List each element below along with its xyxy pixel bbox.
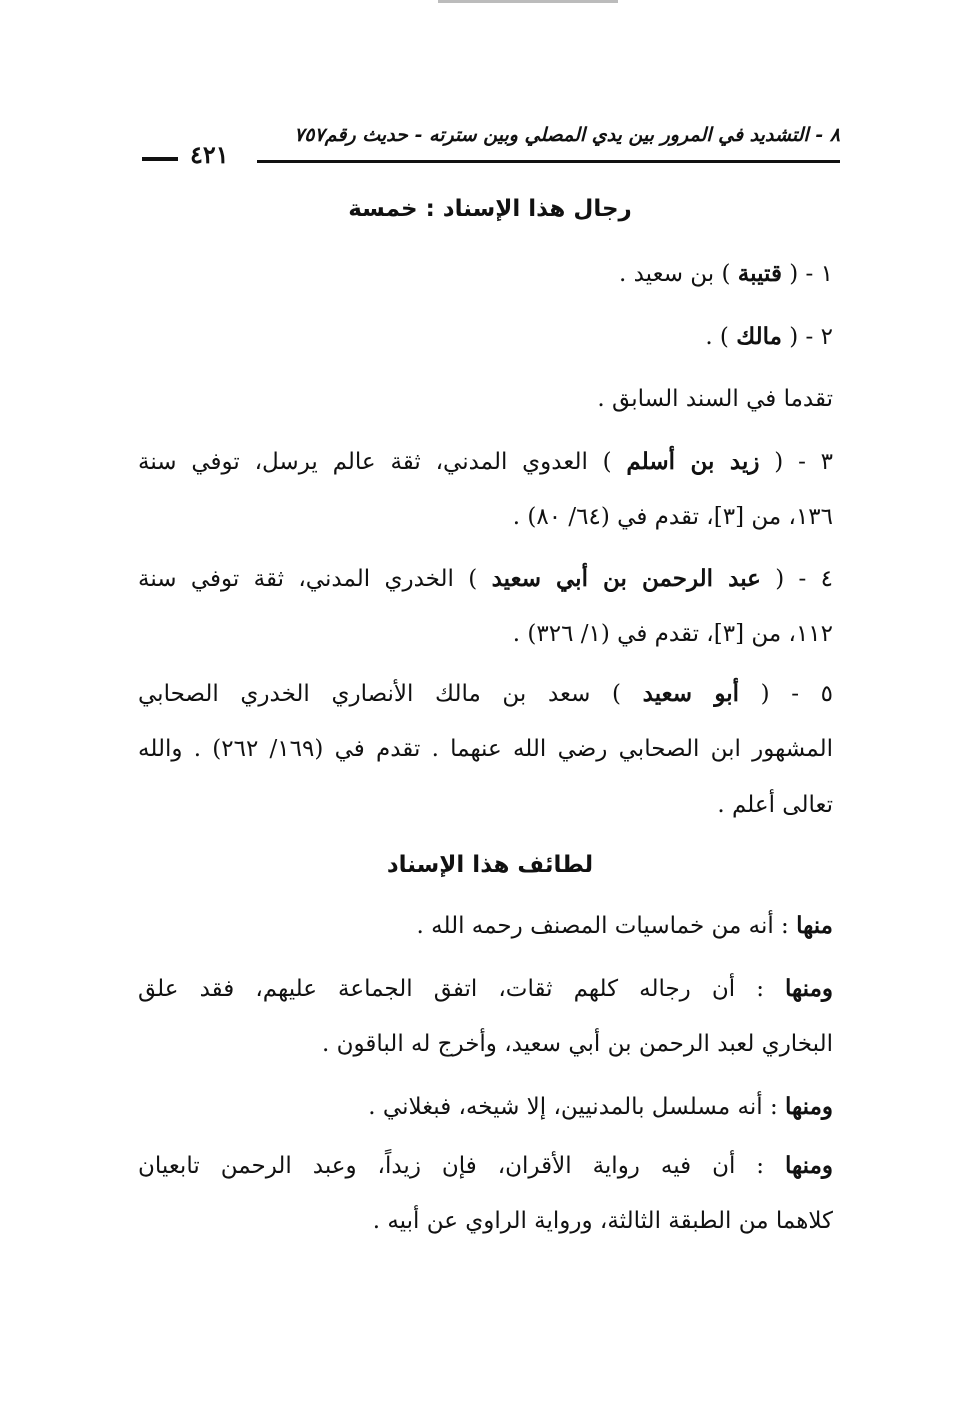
header-rule xyxy=(257,160,840,163)
narrator-line: ٣ - ( زيد بن أسلم ) العدوي المدني، ثقة عالم يرسل، توفي سنة xyxy=(138,448,834,475)
narrator-line: ٢ - ( مالك ) . xyxy=(705,323,833,350)
narrator-name: زيد بن أسلم xyxy=(626,448,760,475)
section-heading-subtleties: لطائف هذا الإسناد xyxy=(386,852,594,878)
narrator-line: ٤ - ( عبد الرحمن بن أبي سعيد ) الخدري المدني، ثقة توفي سنة xyxy=(138,565,833,592)
running-header xyxy=(140,118,840,168)
text-line: البخاري لعبد الرحمن بن أبي سعيد، وأخرج له الباقون . xyxy=(321,1031,833,1057)
text-line: ١٣٦، من [٣]، تقدم في (٦٤/ ٨٠) . xyxy=(512,504,833,530)
top-scan-mark xyxy=(438,0,618,3)
narrator-line: ٥ - ( أبو سعيد ) سعد بن مالك الأنصاري الخدري الصحابي xyxy=(138,680,834,707)
page-number-dash xyxy=(142,157,178,161)
text-line: تعالى أعلم . xyxy=(717,792,833,818)
text-line: ١١٢، من [٣]، تقدم في (١/ ٣٢٦) . xyxy=(512,621,833,647)
narrator-line: ١ - ( قتيبة ) بن سعيد . xyxy=(618,260,833,287)
page-number: ٤٢١ xyxy=(190,140,229,169)
subtlety-line: ومنها : أن رجاله كلهم ثقات، اتفق الجماعة عليهم، فقد علق xyxy=(138,975,833,1002)
text-line: المشهور ابن الصحابي رضي الله عنهما . تقدم في (١٦٩/ ٢٦٢) . والله xyxy=(138,736,833,762)
narrator-name: مالك xyxy=(736,323,782,350)
subtlety-line: ومنها : أنه مسلسل بالمدنيين، إلا شيخه، فبغلاني . xyxy=(368,1093,833,1120)
subtlety-label: ومنها xyxy=(785,975,833,1002)
subtlety-label: منها xyxy=(796,912,833,939)
section-heading-narrators: رجال هذا الإسناد : خمسة xyxy=(348,196,632,222)
narrator-name: أبو سعيد xyxy=(642,680,740,707)
narrator-name: عبد الرحمن بن أبي سعيد xyxy=(491,565,761,592)
subtlety-label: ومنها xyxy=(785,1093,833,1120)
subtlety-line: ومنها : أن فيه رواية الأقران، فإن زيداً، وعبد الرحمن تابعيان xyxy=(138,1152,833,1179)
header-title: ٨ - التشديد في المرور بين يدي المصلي وبين سترته - حديث رقم٧٥٧ xyxy=(294,124,840,146)
text-line: تقدما في السند السابق . xyxy=(597,386,833,412)
subtlety-line: منها : أنه من خماسيات المصنف رحمه الله . xyxy=(416,912,833,939)
narrator-name: قتيبة xyxy=(737,260,782,287)
subtlety-label: ومنها xyxy=(785,1152,833,1179)
text-line: كلاهما من الطبقة الثالثة، ورواية الراوي عن أبيه . xyxy=(372,1208,833,1234)
